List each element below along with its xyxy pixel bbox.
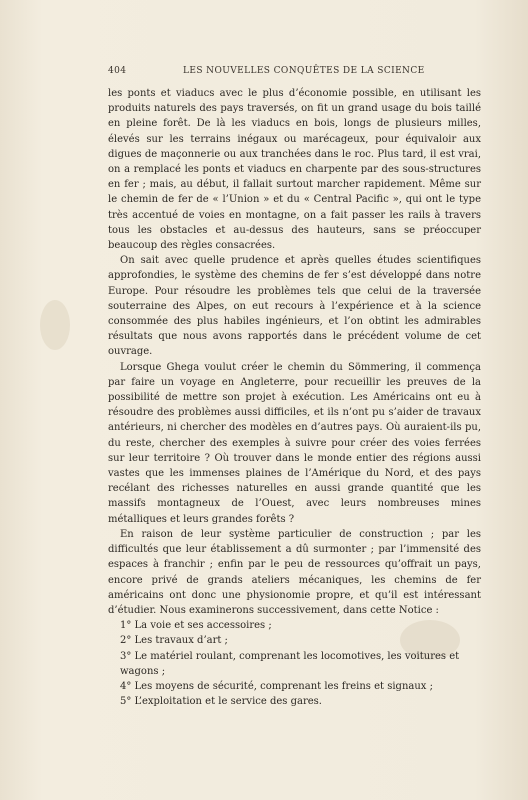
paragraph: En raison de leur système particulier de construction ; par les difficultés que leur établissement a dû surmonter ; par l’immensité des espaces à franchir ; enfin par le peu de ressources qu’offrait un pays, encore privé de grands ateliers mécaniques, les chemins de fer américains ont donc une physionomie propre, et qu’il est intéressant d’étudier. Nous examinerons successivement, dans cette Notice :: [108, 528, 481, 616]
paragraph: Lorsque Ghega voulut créer le chemin du Sömmering, il commença par faire un voyage en Angleterre, pour recueillir les preuves de la possibilité de mettre son projet à exécution. Les Américains ont eu à résoudre des problèmes aussi difficiles, et ils n’ont pu s’aider de travaux antérieurs, ni chercher des modèles en d’autres pays. Où auraient-ils pu, du reste, chercher des exemples à suivre pour créer des voies ferrées sur leur territoire ? Où trouver dans le monde entier des régions aussi vastes que les immenses plaines de l’Amérique du Nord, et des pays recélant des richesses naturelles en aussi grande quantité que les massifs montagneux de l’Ouest, avec leurs nombreuses mines métalliques et leurs grandes forêts ?: [108, 361, 481, 525]
list-item: 1° La voie et ses accessoires ;: [120, 620, 272, 632]
list-item: 5° L’exploitation et le service des gares.: [120, 696, 322, 708]
paragraph: les ponts et viaducs avec le plus d’économie possible, en utilisant les produits naturels des pays traversés, on fit un grand usage du bois taillé en pleine forêt. De là les viaducs en bois, longs de plusieurs milles, élevés sur les terrains inégaux ou marécageux, pour équivaloir aux digues de maçonnerie ou aux tranchées dans le roc. Plus tard, il est vrai, on a remplacé les ponts et viaducs en charpente par des sous-structures en fer ; mais, au début, il fallait surtout marcher rapidement. Même sur le chemin de fer de « l’Union » et du « Central Pacific », qui ont le type très accentué de voies en montagne, on a fait passer les rails à travers tous les obstacles et au-dessus des hauteurs, sans se préoccuper beaucoup des règles consacrées.: [108, 88, 481, 252]
running-title: LES NOUVELLES CONQUÊTES DE LA SCIENCE: [183, 66, 425, 76]
paragraph: On sait avec quelle prudence et après quelles études scientifiques approfondies, le système des chemins de fer s’est développé dans notre Europe. Pour résoudre les problèmes tels que celui de la traversée souterraine des Alpes, on eut recours à l’expérience et à la science consommée des plus habiles ingénieurs, et l’on obtint les admirables résultats que nous avons rapportés dans le précédent volume de cet ouvrage.: [108, 255, 481, 358]
paper-stain: [40, 300, 70, 350]
list-item: 3° Le matériel roulant, comprenant les locomotives, les voitures et wagons ;: [120, 650, 460, 677]
topic-list: [108, 618, 481, 709]
list-item: 4° Les moyens de sécurité, comprenant les freins et signaux ;: [120, 680, 433, 692]
page-header: [108, 66, 480, 80]
body-text: [108, 86, 481, 709]
page-number: 404: [108, 66, 127, 76]
list-item: 2° Les travaux d’art ;: [120, 635, 228, 647]
